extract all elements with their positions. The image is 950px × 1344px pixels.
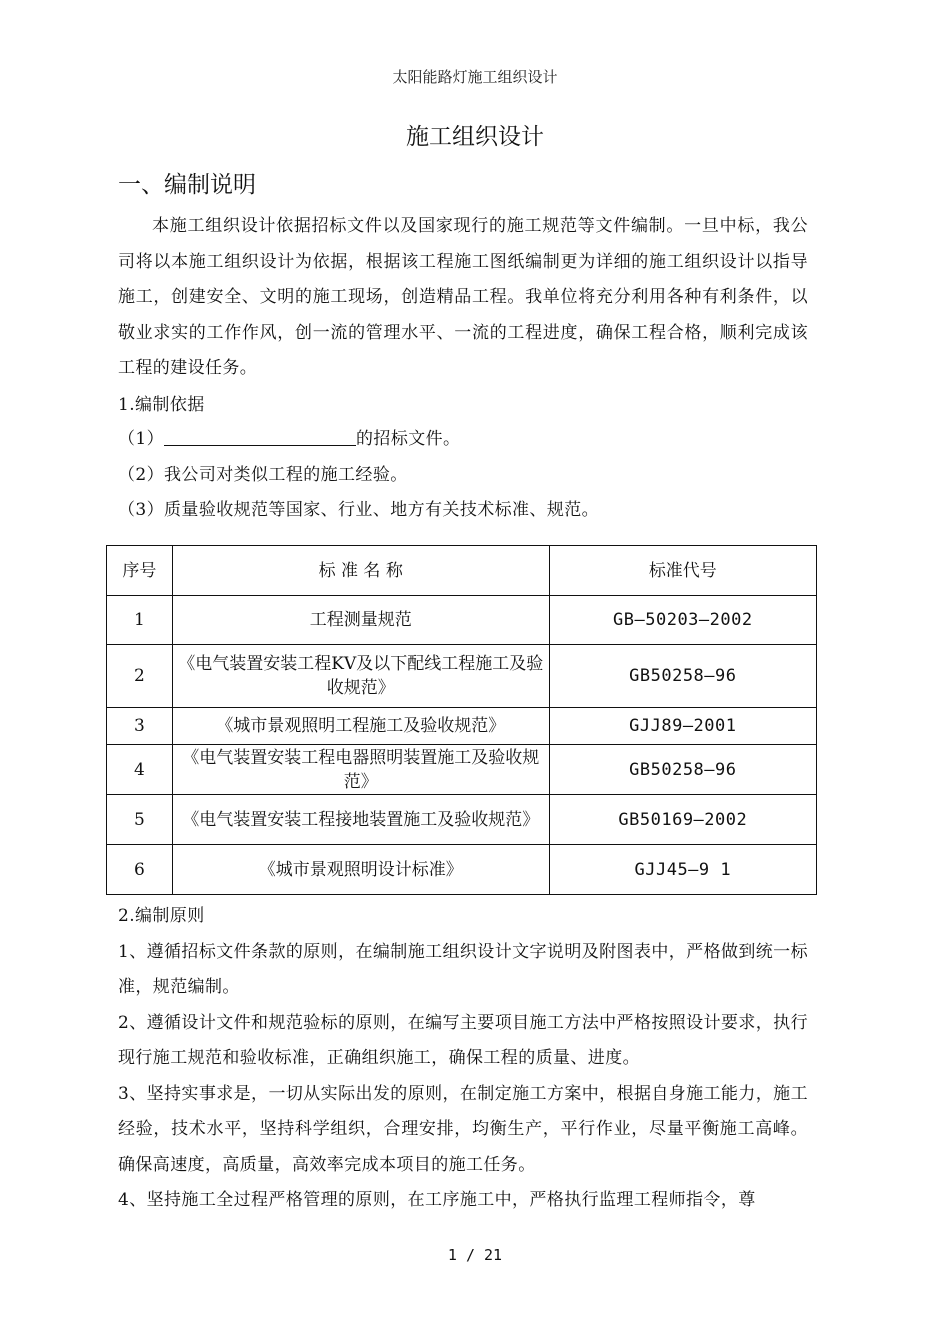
intro-paragraph: 本施工组织设计依据招标文件以及国家现行的施工规范等文件编制。一旦中标，我公司将以本施工组织设计为依据，根据该工程施工图纸编制更为详细的施工组织设计以指导施工，创建安全、文明的施工现场，创造精品工程。我单位将充分利用各种有利条件，以敬业求实的工作作风，创一流的管理水平、一流的工程进度，确保工程合格，顺利完成该工程的建设任务。 — [118, 216, 808, 378]
running-header: 太阳能路灯施工组织设计 — [392, 68, 558, 86]
row-standard-code: GJJ45—9 1 — [549, 845, 816, 895]
table-row — [107, 645, 817, 708]
row-standard-name: 《城市景观照明设计标准》 — [172, 845, 549, 895]
section-heading: 一、编制说明 — [118, 172, 256, 198]
row-standard-code: GB50258—96 — [549, 645, 816, 708]
row-standard-name: 《电气装置安装工程KV及以下配线工程施工及验收规范》 — [172, 645, 549, 708]
header-cell-index: 序号 — [107, 546, 173, 596]
row-standard-code: GJJ89—2001 — [549, 708, 816, 745]
standards-table — [106, 545, 817, 895]
row-standard-name: 工程测量规范 — [172, 596, 549, 645]
header-cell-code: 标准代号 — [549, 546, 816, 596]
table-row — [107, 708, 817, 745]
principles-heading: 2.编制原则 — [118, 906, 205, 926]
header-cell-name: 标 准 名 称 — [172, 546, 549, 596]
principle-item-2: 2、遵循设计文件和规范验标的原则，在编写主要项目施工方法中严格按照设计要求，执行现行施工规范和验收标准，正确组织施工，确保工程的质量、进度。 — [118, 1012, 808, 1068]
basis-item-1-prefix: （1） — [118, 429, 165, 449]
row-standard-code: GB50258—96 — [549, 745, 816, 795]
row-standard-code: GB—50203—2002 — [549, 596, 816, 645]
page-number: 1 / 21 — [447, 1246, 503, 1264]
document-title: 施工组织设计 — [406, 124, 544, 150]
row-index: 3 — [107, 708, 173, 745]
basis-item-1 — [118, 424, 460, 449]
table-row — [107, 745, 817, 795]
row-standard-name: 《电气装置安装工程电器照明装置施工及验收规范》 — [172, 745, 549, 795]
basis-item-3: （3）质量验收规范等国家、行业、地方有关技术标准、规范。 — [118, 500, 600, 520]
row-standard-code: GB50169—2002 — [549, 795, 816, 845]
principle-item-4: 4、坚持施工全过程严格管理的原则，在工序施工中，严格执行监理工程师指令，尊 — [118, 1190, 756, 1210]
row-index: 1 — [107, 596, 173, 645]
blank-underline — [164, 429, 356, 446]
row-index: 5 — [107, 795, 173, 845]
row-standard-name: 《电气装置安装工程接地装置施工及验收规范》 — [172, 795, 549, 845]
table-row — [107, 845, 817, 895]
row-index: 6 — [107, 845, 173, 895]
basis-item-1-suffix: 的招标文件。 — [356, 429, 461, 449]
principle-item-1: 1、遵循招标文件条款的原则，在编制施工组织设计文字说明及附图表中，严格做到统一标准，规范编制。 — [118, 941, 808, 997]
basis-heading: 1.编制依据 — [118, 395, 205, 415]
principles-section — [118, 899, 808, 1219]
row-index: 4 — [107, 745, 173, 795]
principle-item-3: 3、坚持实事求是，一切从实际出发的原则，在制定施工方案中，根据自身施工能力，施工经验，技术水平，坚持科学组织，合理安排，均衡生产，平行作业，尽量平衡施工高峰。确保高速度，高质量，高效率完成本项目的施工任务。 — [118, 1083, 808, 1175]
basis-item-2: （2）我公司对类似工程的施工经验。 — [118, 465, 408, 485]
table-row — [107, 795, 817, 845]
table-row — [107, 596, 817, 645]
row-index: 2 — [107, 645, 173, 708]
table-header-row — [107, 546, 817, 596]
row-standard-name: 《城市景观照明工程施工及验收规范》 — [172, 708, 549, 745]
